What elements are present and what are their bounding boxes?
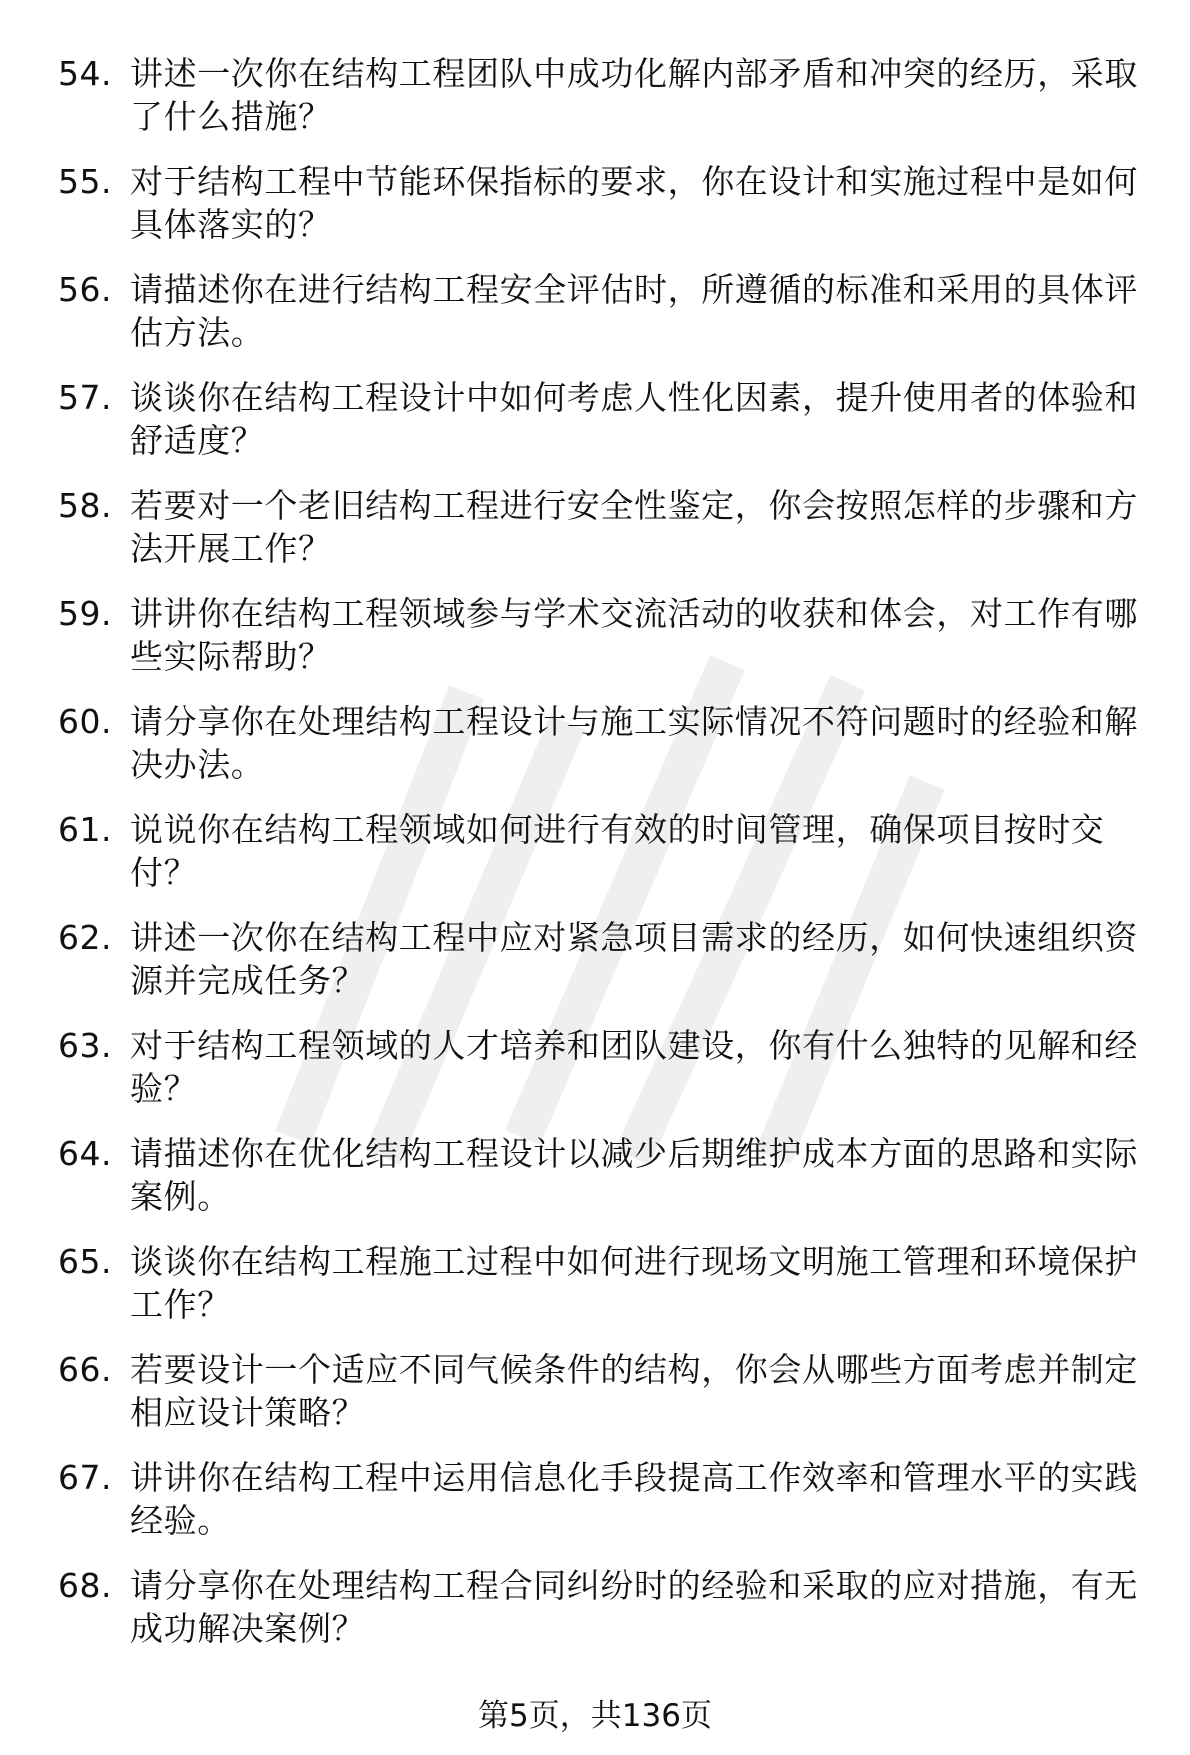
question-item xyxy=(58,268,1148,376)
question-item xyxy=(58,1240,1148,1348)
question-item xyxy=(58,1456,1148,1564)
question-number: 62. xyxy=(58,918,112,957)
question-item xyxy=(58,1132,1148,1240)
question-number: 65. xyxy=(58,1242,112,1281)
question-item xyxy=(58,376,1148,484)
question-item xyxy=(58,160,1148,268)
question-text: 对于结构工程领域的人才培养和团队建设，你有什么独特的见解和经验？ xyxy=(130,1026,1138,1108)
question-number: 57. xyxy=(58,378,112,417)
question-number: 54. xyxy=(58,54,112,93)
question-number: 58. xyxy=(58,486,112,525)
question-text: 若要对一个老旧结构工程进行安全性鉴定，你会按照怎样的步骤和方法开展工作？ xyxy=(130,486,1138,568)
question-text: 对于结构工程中节能环保指标的要求，你在设计和实施过程中是如何具体落实的？ xyxy=(130,162,1138,244)
question-text: 谈谈你在结构工程施工过程中如何进行现场文明施工管理和环境保护工作？ xyxy=(130,1242,1138,1324)
question-number: 59. xyxy=(58,594,112,633)
question-item xyxy=(58,592,1148,700)
question-number: 56. xyxy=(58,270,112,309)
question-text: 请描述你在优化结构工程设计以减少后期维护成本方面的思路和实际案例。 xyxy=(130,1134,1138,1216)
question-number: 66. xyxy=(58,1350,112,1389)
question-number: 68. xyxy=(58,1566,112,1605)
question-number: 55. xyxy=(58,162,112,201)
question-item xyxy=(58,52,1148,160)
question-text: 讲述一次你在结构工程团队中成功化解内部矛盾和冲突的经历，采取了什么措施？ xyxy=(130,54,1138,136)
question-text: 请描述你在进行结构工程安全评估时，所遵循的标准和采用的具体评估方法。 xyxy=(130,270,1138,352)
question-text: 谈谈你在结构工程设计中如何考虑人性化因素，提升使用者的体验和舒适度？ xyxy=(130,378,1138,460)
question-item xyxy=(58,700,1148,808)
question-item xyxy=(58,1564,1148,1672)
question-item xyxy=(58,916,1148,1024)
question-item xyxy=(58,1024,1148,1132)
question-list xyxy=(58,52,1148,1672)
question-number: 61. xyxy=(58,810,112,849)
question-item xyxy=(58,808,1148,916)
question-number: 64. xyxy=(58,1134,112,1173)
question-item xyxy=(58,484,1148,592)
question-text: 讲述一次你在结构工程中应对紧急项目需求的经历，如何快速组织资源并完成任务？ xyxy=(130,918,1138,1000)
page-number-footer: 第5页，共136页 xyxy=(478,1698,712,1734)
question-number: 67. xyxy=(58,1458,112,1497)
question-text: 讲讲你在结构工程中运用信息化手段提高工作效率和管理水平的实践经验。 xyxy=(130,1458,1138,1540)
question-text: 说说你在结构工程领域如何进行有效的时间管理，确保项目按时交付？ xyxy=(130,810,1105,892)
question-text: 请分享你在处理结构工程合同纠纷时的经验和采取的应对措施，有无成功解决案例？ xyxy=(130,1566,1138,1648)
question-text: 讲讲你在结构工程领域参与学术交流活动的收获和体会，对工作有哪些实际帮助？ xyxy=(130,594,1138,676)
question-text: 请分享你在处理结构工程设计与施工实际情况不符问题时的经验和解决办法。 xyxy=(130,702,1138,784)
question-item xyxy=(58,1348,1148,1456)
question-number: 60. xyxy=(58,702,112,741)
question-text: 若要设计一个适应不同气候条件的结构，你会从哪些方面考虑并制定相应设计策略？ xyxy=(130,1350,1138,1432)
question-number: 63. xyxy=(58,1026,112,1065)
